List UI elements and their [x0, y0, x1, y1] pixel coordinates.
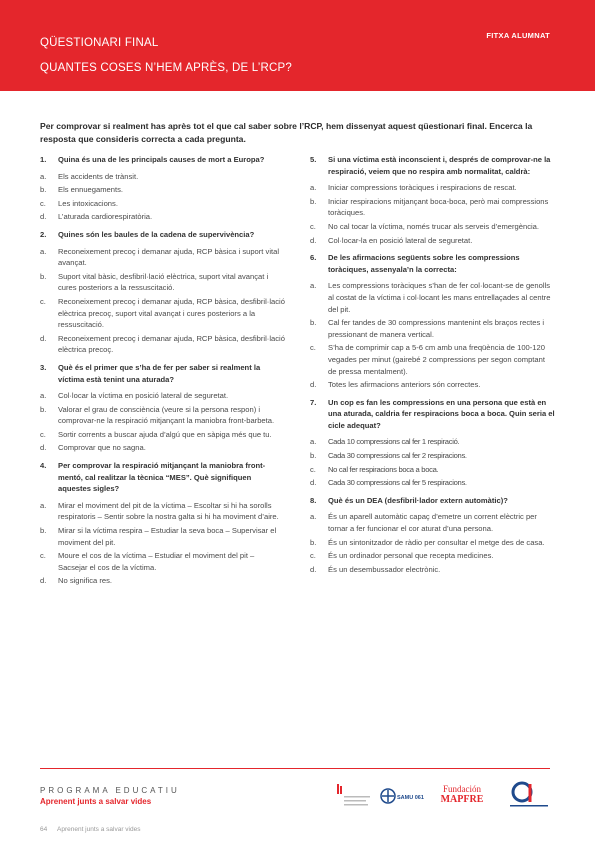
option-letter: d.: [310, 380, 317, 390]
answer-option[interactable]: [40, 442, 285, 454]
answer-option[interactable]: [40, 404, 285, 427]
mapfre-text: MAPFRE: [440, 794, 484, 805]
option-text: És un aparell automàtic capaç d’emetre un corrent elèctric per tornar a fer funcionar el cor aturat d’una persona.: [328, 512, 537, 534]
question-text: Quines són les baules de la cadena de supervivència?: [58, 229, 255, 239]
option-letter: d.: [40, 576, 47, 586]
option-text: Cada 30 compressions cal fer 5 respiracions.: [328, 478, 467, 488]
answer-option[interactable]: [310, 564, 555, 576]
question-5: [310, 154, 555, 246]
option-text: Reconeixement precoç i demanar ajuda, RCP bàsica i suport vital avançat.: [58, 246, 280, 268]
option-letter: d.: [40, 443, 47, 453]
question-number: 8.: [310, 495, 317, 505]
question-text: De les afirmacions següents sobre les compressions toràciques, assenyala’n la correcta:: [328, 253, 520, 274]
option-letter: b.: [310, 318, 317, 328]
option-text: Reconeixement precoç i demanar ajuda, RCP bàsica, desfibril·lació elèctrica precoç, suport vital avançat i cures posteriors a la ressuscitació.: [58, 296, 285, 330]
answer-option[interactable]: [310, 342, 555, 377]
option-text: Cada 30 compressions cal fer 2 respiracions.: [328, 451, 467, 461]
option-letter: c.: [310, 464, 316, 474]
option-text: És un sintonitzador de ràdio per consultar el metge des de casa.: [328, 537, 545, 547]
question-6: [310, 252, 555, 391]
question-number: 5.: [310, 155, 317, 164]
answer-option[interactable]: [40, 296, 285, 331]
option-letter: d.: [40, 212, 47, 222]
option-text: Iniciar compressions toràciques i respiracions de rescat.: [328, 183, 517, 193]
option-text: Valorar el grau de consciència (veure si la persona respon) i comprovar-ne la respiració mitjançant la maniobra front-barbeta.: [58, 404, 275, 426]
option-text: Reconeixement precoç i demanar ajuda, RCP bàsica, desfibril·lació elèctrica precoç.: [58, 333, 285, 355]
option-letter: a.: [310, 437, 317, 447]
answer-option[interactable]: [310, 196, 555, 219]
option-letter: c.: [40, 429, 46, 439]
consejo-logo: [508, 780, 550, 810]
option-letter: c.: [310, 551, 316, 561]
question-1: [40, 154, 285, 223]
option-text: Mirar si la víctima respira – Estudiar la seva boca – Supervisar el moviment del pit.: [58, 526, 277, 547]
option-text: És un desembussador electrònic.: [328, 564, 441, 574]
option-letter: a.: [40, 391, 47, 401]
option-letter: b.: [310, 451, 317, 461]
question-2: [40, 229, 285, 356]
page-title: QÜESTIONARI FINAL: [40, 37, 159, 49]
answer-option[interactable]: [40, 198, 285, 210]
option-text: Els accidents de trànsit.: [58, 171, 139, 181]
option-letter: d.: [310, 235, 317, 245]
fundacion-mapfre-logo: [433, 784, 491, 808]
option-text: Totes les afirmacions anteriors són correctes.: [328, 380, 481, 390]
answer-option[interactable]: [310, 450, 555, 462]
intro-text: Per comprovar si realment has après tot el que cal saber sobre l’RCP, hem dissenyat aquest qüestionari final. Encerca la resposta que consideris correcta a cada pregunta.: [40, 121, 533, 144]
answer-option[interactable]: [40, 246, 285, 269]
answer-option[interactable]: [310, 182, 555, 194]
answer-option[interactable]: [40, 333, 285, 356]
option-text: Cada 10 compressions cal fer 1 respiració.: [328, 437, 460, 447]
answer-option[interactable]: [40, 575, 285, 587]
option-letter: b.: [40, 404, 47, 414]
option-letter: d.: [310, 564, 317, 574]
page-footer-text: Aprenent junts a salvar vides: [57, 826, 141, 833]
option-letter: a.: [310, 183, 317, 193]
option-text: Comprovar que no sagna.: [58, 443, 146, 453]
answer-option[interactable]: [310, 436, 555, 448]
option-letter: c.: [310, 221, 316, 231]
option-text: Les compressions toràciques s’han de fer col·locant-se de genolls al costat de la víctima i col·locant les mans entrellaçades al centre del pit.: [328, 281, 551, 314]
question-text: Per comprovar la respiració mitjançant la maniobra front-mentó, cal realitzar la tècnica “MES”. Què signifiquen aquestes sigles?: [58, 461, 266, 494]
option-text: És un ordinador personal que recepta medicines.: [328, 551, 494, 561]
option-letter: b.: [40, 526, 47, 536]
option-letter: b.: [310, 196, 317, 206]
option-text: Els ennuegaments.: [58, 185, 124, 195]
option-letter: d.: [310, 478, 317, 488]
option-letter: c.: [40, 296, 46, 306]
answer-option[interactable]: [310, 235, 555, 247]
answer-option[interactable]: [40, 271, 285, 294]
question-text: Un cop es fan les compressions en una persona que està en una aturada, caldria fer respiracions boca a boca. Quin seria el cicle adequat?: [328, 397, 555, 430]
option-letter: b.: [40, 271, 47, 281]
question-number: 1.: [40, 155, 47, 164]
question-number: 3.: [40, 362, 47, 372]
answer-option[interactable]: [310, 379, 555, 391]
question-number: 4.: [40, 461, 47, 471]
option-text: Cal fer tandes de 30 compressions mantenint els braços rectes i pressionant de manera vertical.: [328, 318, 545, 339]
question-text: Quina és una de les principals causes de mort a Europa?: [58, 155, 265, 164]
question-7: [310, 397, 555, 489]
option-text: No significa res.: [58, 576, 113, 586]
option-text: No cal fer respiracions boca a boca.: [328, 464, 439, 474]
question-number: 2.: [40, 229, 47, 239]
question-text: Què és un DEA (desfibril·lador extern automàtic)?: [328, 495, 508, 505]
answer-option[interactable]: [310, 477, 555, 489]
questions-left-column: [40, 154, 285, 593]
option-letter: a.: [310, 512, 317, 522]
page-subtitle: QUANTES COSES N’HEM APRÈS, DE L’RCP?: [40, 62, 292, 74]
question-3: [40, 362, 285, 454]
option-text: Col·locar-la en posició lateral de seguretat.: [328, 235, 473, 245]
question-text: Què és el primer que s’ha de fer per saber si realment la víctima està tenint una aturada?: [58, 362, 261, 384]
option-text: S’ha de comprimir cap a 5-6 cm amb una freqüència de 100-120 vegades per minut (gairebé 2 compressions per segon comptant de pressa mentalment).: [328, 343, 545, 376]
option-letter: a.: [40, 246, 47, 256]
option-letter: c.: [40, 198, 46, 208]
option-letter: a.: [310, 281, 317, 291]
program-label: PROGRAMA EDUCATIU: [40, 786, 180, 795]
fundacion-text: Fundación: [443, 784, 481, 794]
option-text: Col·locar la víctima en posició lateral de seguretat.: [58, 391, 229, 401]
answer-option[interactable]: [40, 500, 285, 523]
answer-option[interactable]: [40, 211, 285, 223]
footer-divider: [40, 768, 550, 769]
question-4: [40, 460, 285, 587]
option-letter: c.: [310, 343, 316, 353]
option-letter: a.: [40, 171, 47, 181]
question-8: [310, 495, 555, 576]
section-tag: FITXA ALUMNAT: [486, 31, 550, 40]
option-text: Iniciar respiracions mitjançant boca-boca, però mai compressions toràciques.: [328, 196, 549, 218]
answer-option[interactable]: [40, 171, 285, 183]
answer-option[interactable]: [40, 525, 285, 548]
answer-option[interactable]: [40, 390, 285, 402]
page-number: 64: [40, 826, 48, 833]
program-subtitle: Aprenent junts a salvar vides: [40, 797, 152, 806]
questions-right-column: [310, 154, 555, 581]
option-text: L’aturada cardiorespiratòria.: [58, 212, 153, 222]
samu-logo: [380, 784, 424, 810]
option-text: Mirar el moviment del pit de la víctima – Escoltar si hi ha sorolls respiratoris – Sentir sobre la nostra galta si hi ha moviment d’aire.: [58, 500, 279, 522]
question-number: 7.: [310, 397, 317, 407]
generalitat-logo: [335, 782, 371, 808]
option-text: Suport vital bàsic, desfibril·lació elèctrica, suport vital avançat i cures posteriors a la ressuscitació.: [58, 271, 269, 293]
option-text: Sortir corrents a buscar ajuda d’algú que en sàpiga més que tu.: [58, 429, 272, 439]
answer-option[interactable]: [310, 280, 555, 315]
answer-option[interactable]: [40, 184, 285, 196]
option-letter: a.: [40, 500, 47, 510]
answer-option[interactable]: [310, 464, 555, 476]
answer-option[interactable]: [40, 429, 285, 441]
option-letter: c.: [40, 551, 46, 561]
option-letter: b.: [40, 185, 47, 195]
question-text: Si una víctima està inconscient i, després de comprovar-ne la respiració, veiem que no respira amb normalitat, caldrà:: [328, 155, 551, 176]
option-text: No cal tocar la víctima, només trucar als serveis d’emergència.: [328, 221, 540, 231]
question-number: 6.: [310, 253, 317, 263]
answer-option[interactable]: [310, 221, 555, 233]
answer-option[interactable]: [310, 511, 555, 534]
option-letter: d.: [40, 333, 47, 343]
option-text: Moure el cos de la víctima – Estudiar el moviment del pit – Sacsejar el cos de la víctima.: [58, 551, 255, 572]
option-text: Les intoxicacions.: [58, 198, 118, 208]
answer-option[interactable]: [310, 537, 555, 549]
header-banner: [0, 0, 595, 91]
answer-option[interactable]: [40, 550, 285, 573]
answer-option[interactable]: [310, 550, 555, 562]
samu-logo-text: SAMU 061: [397, 795, 424, 801]
option-letter: b.: [310, 537, 317, 547]
answer-option[interactable]: [310, 317, 555, 340]
